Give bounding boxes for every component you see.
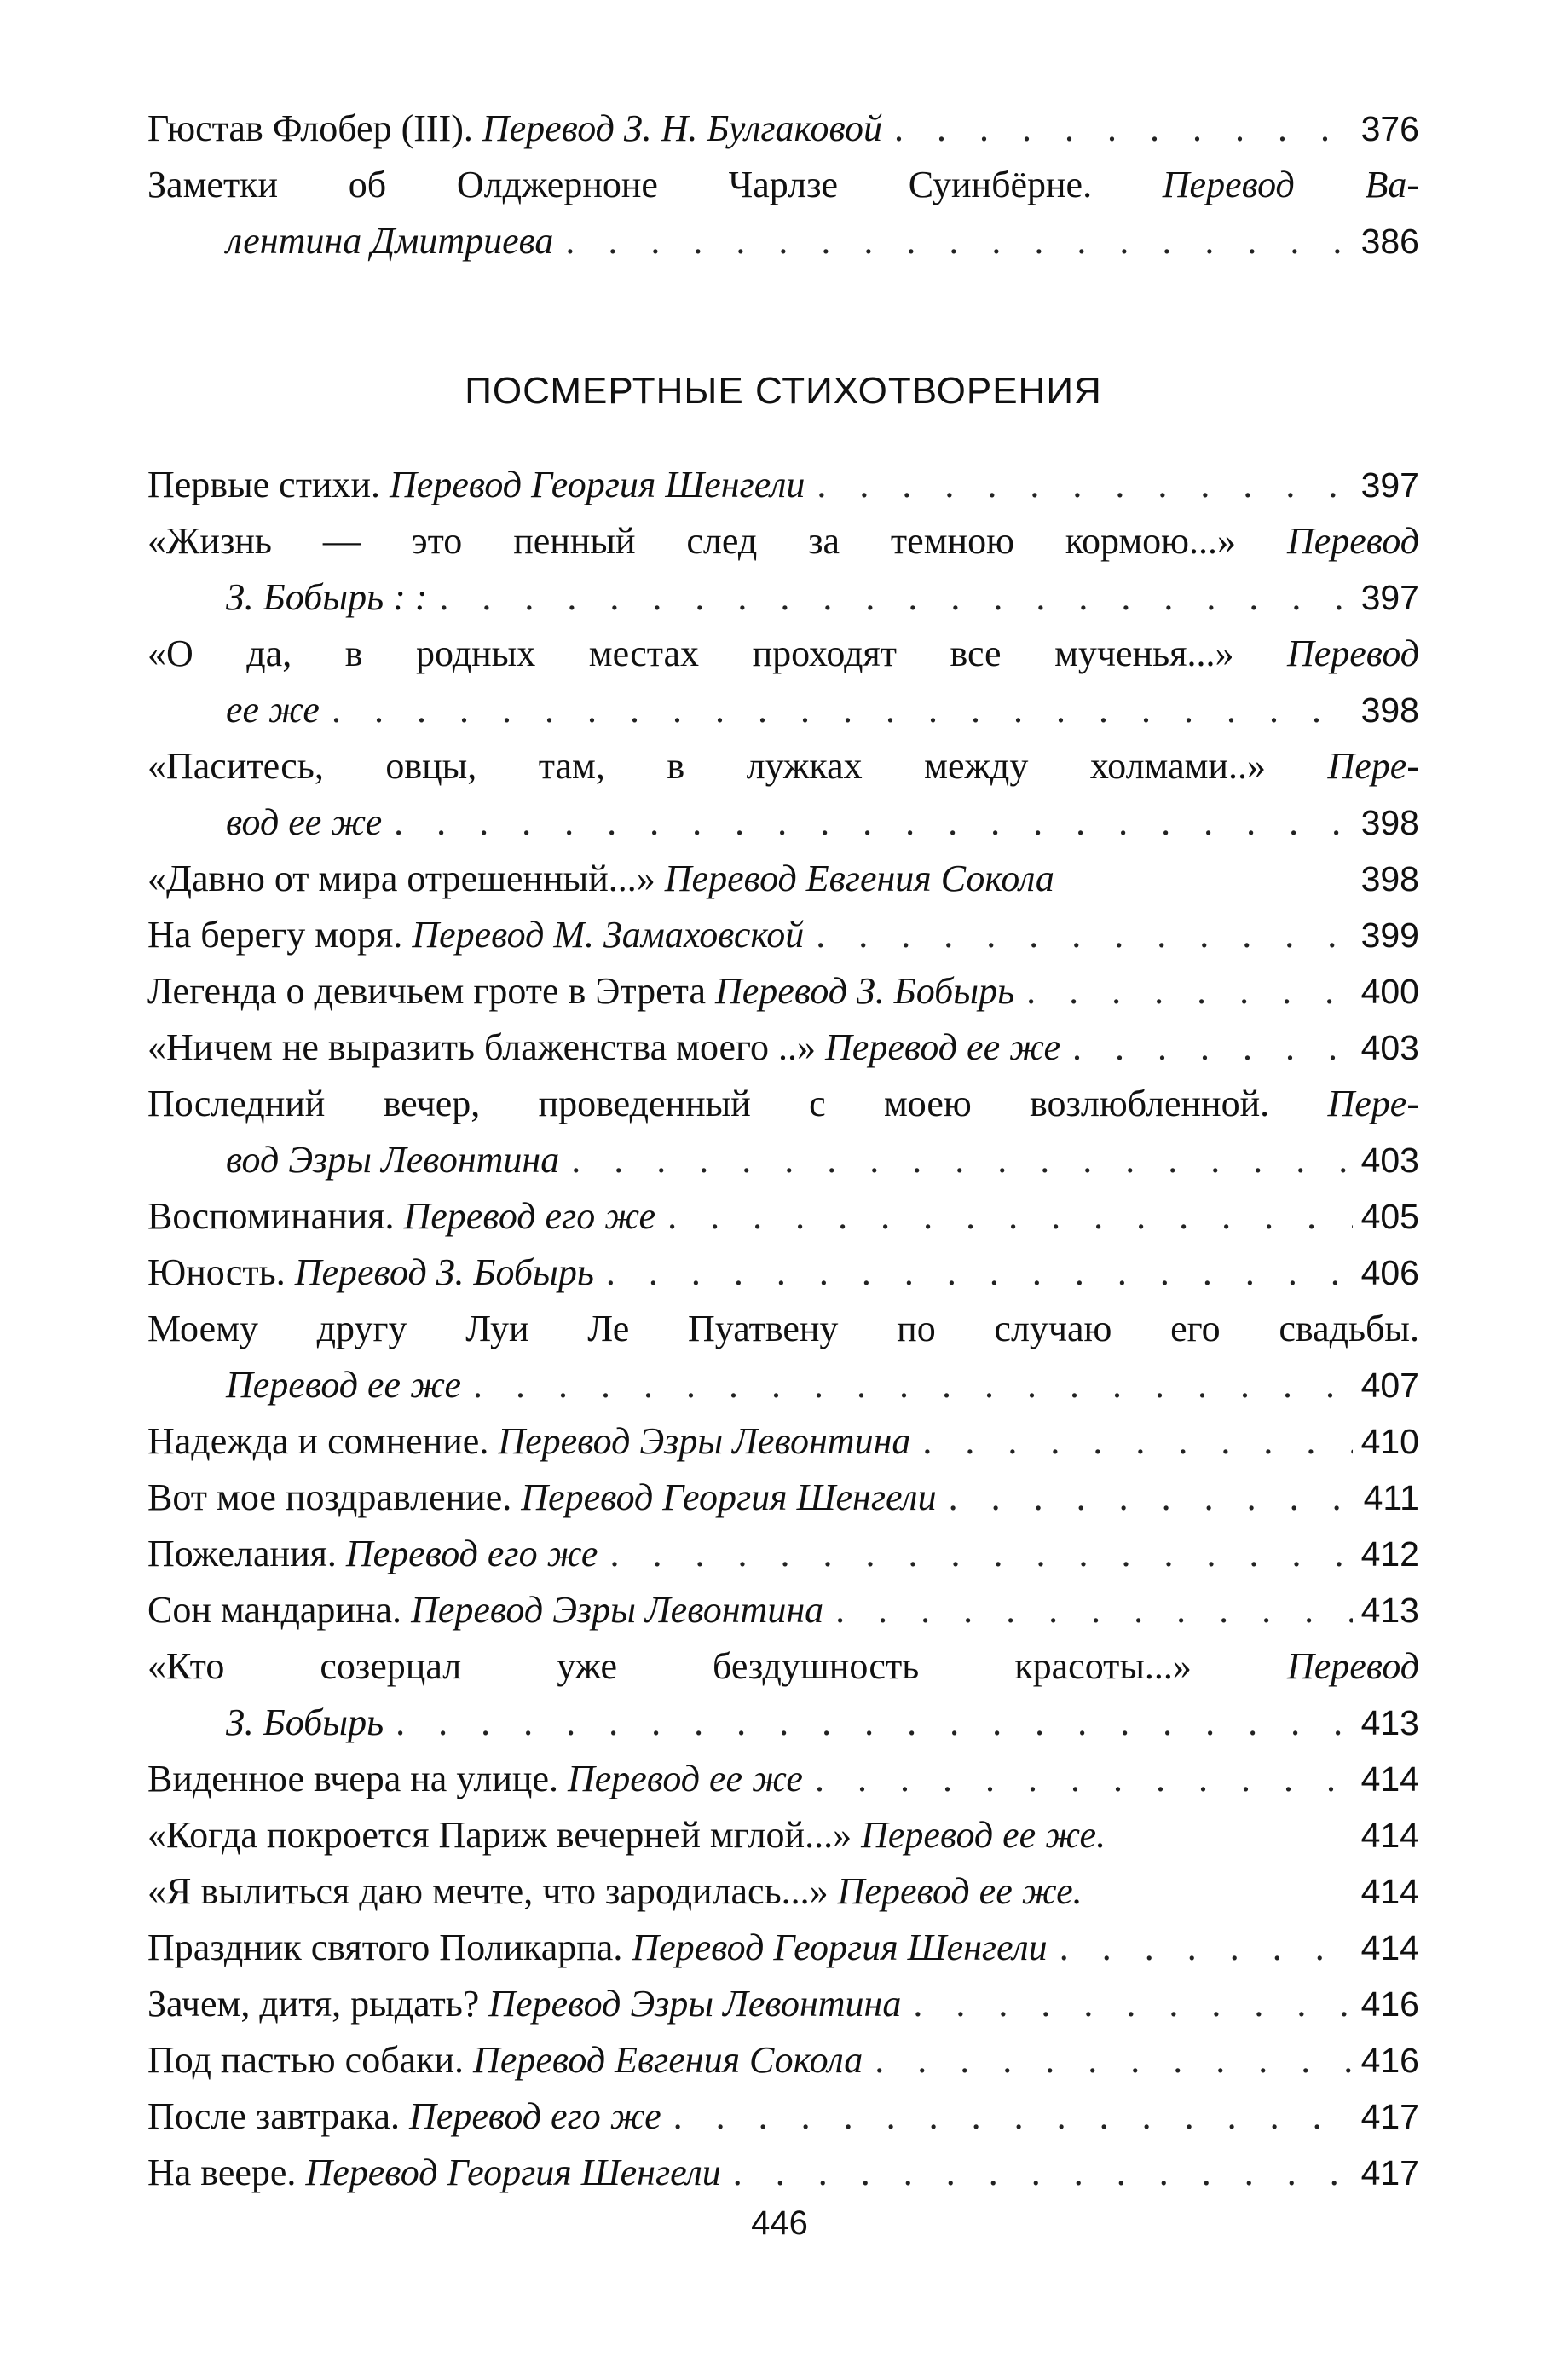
entry-title-text: «Кто созерцал уже бездушность красоты...» bbox=[147, 1645, 1287, 1687]
entry-title bbox=[147, 1638, 1419, 1695]
toc-entry bbox=[147, 1976, 1419, 2032]
dot-leader bbox=[394, 794, 1353, 851]
entry-translator: Пере- bbox=[1327, 745, 1419, 787]
toc-entry bbox=[147, 738, 1419, 851]
dot-leader bbox=[922, 1413, 1353, 1470]
toc-line bbox=[147, 1245, 1419, 1301]
entry-title-text: Под пастью собаки. bbox=[147, 2039, 474, 2081]
entry-title bbox=[147, 1020, 1060, 1076]
dot-leader bbox=[439, 569, 1353, 626]
toc-entry bbox=[147, 1301, 1419, 1413]
toc-line bbox=[147, 513, 1419, 569]
entry-title bbox=[147, 2032, 863, 2088]
entry-title bbox=[147, 2088, 661, 2145]
toc-line bbox=[147, 457, 1419, 513]
entry-page-number: 414 bbox=[1360, 1928, 1419, 1967]
toc-line bbox=[147, 1695, 1419, 1751]
dot-leader bbox=[396, 1695, 1353, 1751]
dot-leader bbox=[817, 457, 1353, 513]
entry-title bbox=[147, 1751, 803, 1807]
entry-title bbox=[147, 513, 1419, 569]
entry-title bbox=[226, 1695, 384, 1751]
entry-page-number: 400 bbox=[1360, 972, 1419, 1011]
toc-line bbox=[147, 213, 1419, 269]
entry-translator: Перевод его же bbox=[409, 2095, 661, 2137]
entry-title-text: Первые стихи. bbox=[147, 464, 390, 505]
toc-entry bbox=[147, 907, 1419, 963]
entry-title bbox=[147, 1920, 1048, 1976]
entry-title bbox=[147, 101, 882, 157]
entry-translator: Перевод ее же bbox=[825, 1026, 1060, 1068]
entry-title bbox=[147, 1076, 1419, 1132]
entry-page-number: 398 bbox=[1360, 803, 1419, 842]
dot-leader bbox=[667, 1188, 1353, 1245]
entry-title-text: Вот мое поздравление. bbox=[147, 1476, 522, 1518]
toc-entry bbox=[147, 457, 1419, 513]
entry-page-number: 397 bbox=[1360, 578, 1419, 617]
entry-translator: Перевод Эзры Левонтина bbox=[411, 1589, 824, 1631]
dot-leader bbox=[565, 213, 1353, 269]
toc-entry bbox=[147, 1526, 1419, 1582]
toc-entry bbox=[147, 2145, 1419, 2201]
entry-title bbox=[226, 1357, 461, 1413]
entry-translator: Перевод Ва- bbox=[1162, 164, 1420, 205]
toc-entry bbox=[147, 1807, 1419, 1863]
entry-title-text: Воспоминания. bbox=[147, 1195, 404, 1237]
toc-line bbox=[147, 794, 1419, 851]
entry-title bbox=[147, 963, 1014, 1020]
entry-title-text: Сон мандарина. bbox=[147, 1589, 412, 1631]
entry-title-text: Виденное вчера на улице. bbox=[147, 1758, 568, 1799]
toc-entry bbox=[147, 1076, 1419, 1188]
entry-title-text: «Паситесь, овцы, там, в лужках между холмами..» bbox=[147, 745, 1328, 787]
toc-line bbox=[147, 1470, 1419, 1526]
entry-translator: Перевод bbox=[1286, 1645, 1419, 1687]
dot-leader bbox=[1026, 963, 1353, 1020]
entry-title bbox=[147, 851, 1054, 907]
entry-title bbox=[226, 1132, 559, 1188]
entry-title-text: Последний вечер, проведенный с моею возлюбленной. bbox=[147, 1083, 1328, 1124]
entry-title bbox=[147, 626, 1419, 682]
entry-translator: Перевод bbox=[1286, 633, 1419, 674]
entry-page-number: 399 bbox=[1360, 916, 1419, 955]
dot-leader bbox=[1072, 1020, 1353, 1076]
entry-title-text: После завтрака. bbox=[147, 2095, 410, 2137]
toc-line bbox=[147, 1920, 1419, 1976]
page-number: 446 bbox=[751, 2204, 808, 2242]
entry-page-number: 376 bbox=[1360, 109, 1419, 148]
toc-line bbox=[147, 1863, 1419, 1920]
entry-page-number: 406 bbox=[1360, 1253, 1419, 1292]
dot-leader bbox=[815, 1751, 1353, 1807]
entry-translator: Перевод ее же. bbox=[837, 1870, 1083, 1912]
entry-title bbox=[147, 1976, 901, 2032]
entry-title-text: Зачем, дитя, рыдать? bbox=[147, 1983, 489, 2025]
entry-title bbox=[147, 1301, 1419, 1357]
entry-title bbox=[147, 2145, 721, 2201]
toc-entry bbox=[147, 157, 1419, 269]
entry-title bbox=[226, 569, 427, 626]
dot-leader bbox=[1060, 1920, 1353, 1976]
entry-translator: Перевод Эзры Левонтина bbox=[488, 1983, 902, 2025]
entry-page-number: 416 bbox=[1360, 2041, 1419, 2080]
entry-translator: Перевод его же bbox=[345, 1533, 598, 1574]
entry-page-number: 398 bbox=[1360, 859, 1419, 898]
entry-page-number: 414 bbox=[1360, 1872, 1419, 1911]
toc-entry bbox=[147, 2088, 1419, 2145]
entry-title-text: Легенда о девичьем гроте в Этрета bbox=[147, 970, 715, 1012]
entry-title-text: Гюстав Флобер (III). bbox=[147, 107, 482, 149]
toc-entry bbox=[147, 1470, 1419, 1526]
toc-line bbox=[147, 101, 1419, 157]
toc-entry bbox=[147, 1863, 1419, 1920]
toc-line bbox=[147, 626, 1419, 682]
entry-page-number: 410 bbox=[1360, 1422, 1419, 1461]
entry-title bbox=[147, 1526, 598, 1582]
entry-title bbox=[226, 794, 382, 851]
entry-title-text: На веере. bbox=[147, 2152, 306, 2193]
entry-translator: Перевод З. Бобырь bbox=[294, 1251, 594, 1293]
entry-translator: вод Эзры Левонтина bbox=[226, 1139, 560, 1181]
entry-page-number: 416 bbox=[1360, 1984, 1419, 2024]
entry-title bbox=[226, 213, 553, 269]
entry-translator: Перевод Георгия Шенгели bbox=[521, 1476, 937, 1518]
toc-entry bbox=[147, 851, 1419, 907]
entry-page-number: 397 bbox=[1360, 465, 1419, 505]
dot-leader bbox=[609, 1526, 1353, 1582]
toc-entry bbox=[147, 963, 1419, 1020]
toc-line bbox=[147, 2032, 1419, 2088]
entry-page-number: 407 bbox=[1360, 1366, 1419, 1405]
entry-title-text: Юность. bbox=[147, 1251, 295, 1293]
toc-line bbox=[147, 1807, 1419, 1863]
entry-translator: Перевод Евгения Сокола bbox=[664, 858, 1054, 899]
entry-title-text: «Ничем не выразить блаженства моего ..» bbox=[147, 1026, 826, 1068]
dot-leader bbox=[894, 101, 1353, 157]
toc-entry bbox=[147, 1020, 1419, 1076]
toc-line bbox=[147, 907, 1419, 963]
entry-translator: лентина Дмитриева bbox=[226, 220, 554, 262]
entry-title-text: Праздник святого Поликарпа. bbox=[147, 1927, 632, 1968]
toc-line bbox=[147, 1076, 1419, 1132]
toc-line bbox=[147, 1413, 1419, 1470]
dot-leader bbox=[673, 2088, 1353, 2145]
dot-leader bbox=[816, 907, 1353, 963]
toc-line bbox=[147, 1638, 1419, 1695]
dot-leader bbox=[733, 2145, 1353, 2201]
toc-entry bbox=[147, 1413, 1419, 1470]
entry-translator: Перевод Георгия Шенгели bbox=[632, 1927, 1048, 1968]
entry-page-number: 403 bbox=[1360, 1141, 1419, 1180]
toc-line bbox=[147, 2145, 1419, 2201]
entry-title-text: Пожелания. bbox=[147, 1533, 346, 1574]
dot-leader bbox=[473, 1357, 1353, 1413]
entry-page-number: 414 bbox=[1360, 1816, 1419, 1855]
toc-line bbox=[147, 682, 1419, 738]
toc-line bbox=[147, 1301, 1419, 1357]
entry-page-number: 417 bbox=[1360, 2097, 1419, 2136]
toc-line bbox=[147, 1020, 1419, 1076]
entry-page-number: 413 bbox=[1360, 1703, 1419, 1742]
entry-page-number: 403 bbox=[1360, 1028, 1419, 1067]
toc-entry bbox=[147, 1638, 1419, 1751]
toc-line bbox=[147, 738, 1419, 794]
entry-translator: Перевод М. Замаховской bbox=[412, 914, 805, 956]
toc-line bbox=[147, 569, 1419, 626]
toc-line bbox=[147, 963, 1419, 1020]
dot-leader bbox=[875, 2032, 1353, 2088]
entry-title bbox=[147, 1470, 937, 1526]
dot-leader bbox=[332, 682, 1353, 738]
toc-entry bbox=[147, 1188, 1419, 1245]
toc-entry bbox=[147, 2032, 1419, 2088]
entry-title bbox=[147, 457, 805, 513]
entry-translator: Перевод З. Н. Булгаковой bbox=[482, 107, 882, 149]
toc-entry bbox=[147, 101, 1419, 157]
entry-title-text: «Когда покроется Париж вечерней мглой...» bbox=[147, 1814, 862, 1856]
toc-entry bbox=[147, 1920, 1419, 1976]
entry-translator: З. Бобырь : : bbox=[226, 576, 428, 618]
entry-page-number: 412 bbox=[1360, 1534, 1419, 1574]
entry-title bbox=[226, 682, 320, 738]
entry-translator: Перевод ее же. bbox=[861, 1814, 1106, 1856]
entry-page-number: 386 bbox=[1360, 222, 1419, 261]
toc-entries-block bbox=[147, 457, 1419, 2201]
entry-page-number: 405 bbox=[1360, 1197, 1419, 1236]
toc-page bbox=[147, 101, 1419, 2201]
entry-title-text: Надежда и сомнение. bbox=[147, 1420, 499, 1462]
toc-line bbox=[147, 1357, 1419, 1413]
entry-translator: Пере- bbox=[1327, 1083, 1419, 1124]
entry-translator: ее же bbox=[226, 689, 320, 731]
toc-line bbox=[147, 1132, 1419, 1188]
entry-translator: Перевод З. Бобырь bbox=[714, 970, 1015, 1012]
toc-line bbox=[147, 1751, 1419, 1807]
entry-translator: Перевод Георгия Шенгели bbox=[390, 464, 805, 505]
toc-entry bbox=[147, 1245, 1419, 1301]
entry-title-text: Моему другу Луи Ле Пуатвену по случаю его свадьбы. bbox=[147, 1308, 1419, 1349]
entry-title-text: «Жизнь — это пенный след за темною кормою...» bbox=[147, 520, 1287, 562]
entry-page-number: 414 bbox=[1360, 1759, 1419, 1799]
entry-page-number: 413 bbox=[1360, 1591, 1419, 1630]
dot-leader bbox=[835, 1582, 1353, 1638]
entry-title-text: «Давно от мира отрешенный...» bbox=[147, 858, 665, 899]
toc-line bbox=[147, 2088, 1419, 2145]
entry-translator: Перевод ее же bbox=[226, 1364, 461, 1406]
toc-top-block bbox=[147, 101, 1419, 269]
entry-translator: Перевод bbox=[1286, 520, 1419, 562]
toc-line bbox=[147, 851, 1419, 907]
toc-line bbox=[147, 157, 1419, 213]
entry-translator: Перевод ее же bbox=[567, 1758, 803, 1799]
entry-title bbox=[147, 1245, 594, 1301]
entry-page-number: 411 bbox=[1363, 1478, 1419, 1517]
toc-line bbox=[147, 1526, 1419, 1582]
toc-line bbox=[147, 1188, 1419, 1245]
entry-page-number: 417 bbox=[1360, 2153, 1419, 2192]
section-heading: ПОСМЕРТНЫЕ СТИХОТВОРЕНИЯ bbox=[465, 370, 1102, 412]
toc-entry bbox=[147, 513, 1419, 626]
entry-translator: З. Бобырь bbox=[226, 1701, 384, 1743]
entry-title bbox=[147, 738, 1419, 794]
entry-title bbox=[147, 1863, 1083, 1920]
toc-line bbox=[147, 1976, 1419, 2032]
toc-entry bbox=[147, 626, 1419, 738]
entry-title bbox=[147, 157, 1419, 213]
entry-title bbox=[147, 1807, 1106, 1863]
entry-translator: вод ее же bbox=[226, 801, 383, 843]
dot-leader bbox=[949, 1470, 1353, 1526]
dot-leader bbox=[913, 1976, 1353, 2032]
toc-entry bbox=[147, 1751, 1419, 1807]
entry-translator: Перевод Евгения Сокола bbox=[473, 2039, 863, 2081]
toc-line bbox=[147, 1582, 1419, 1638]
dot-leader bbox=[571, 1132, 1353, 1188]
toc-entry bbox=[147, 1582, 1419, 1638]
entry-translator: Перевод Эзры Левонтина bbox=[498, 1420, 911, 1462]
entry-translator: Перевод его же bbox=[403, 1195, 656, 1237]
entry-title-text: «Я вылиться даю мечте, что зародилась...» bbox=[147, 1870, 838, 1912]
entry-translator: Перевод Георгия Шенгели bbox=[305, 2152, 721, 2193]
entry-title-text: Заметки об Олджерноне Чарлзе Суинбёрне. bbox=[147, 164, 1163, 205]
entry-page-number: 398 bbox=[1360, 690, 1419, 730]
entry-title bbox=[147, 1582, 823, 1638]
entry-title bbox=[147, 907, 804, 963]
entry-title-text: На берегу моря. bbox=[147, 914, 413, 956]
entry-title-text: «О да, в родных местах проходят все мученья...» bbox=[147, 633, 1287, 674]
entry-title bbox=[147, 1413, 910, 1470]
entry-title bbox=[147, 1188, 655, 1245]
dot-leader bbox=[606, 1245, 1353, 1301]
